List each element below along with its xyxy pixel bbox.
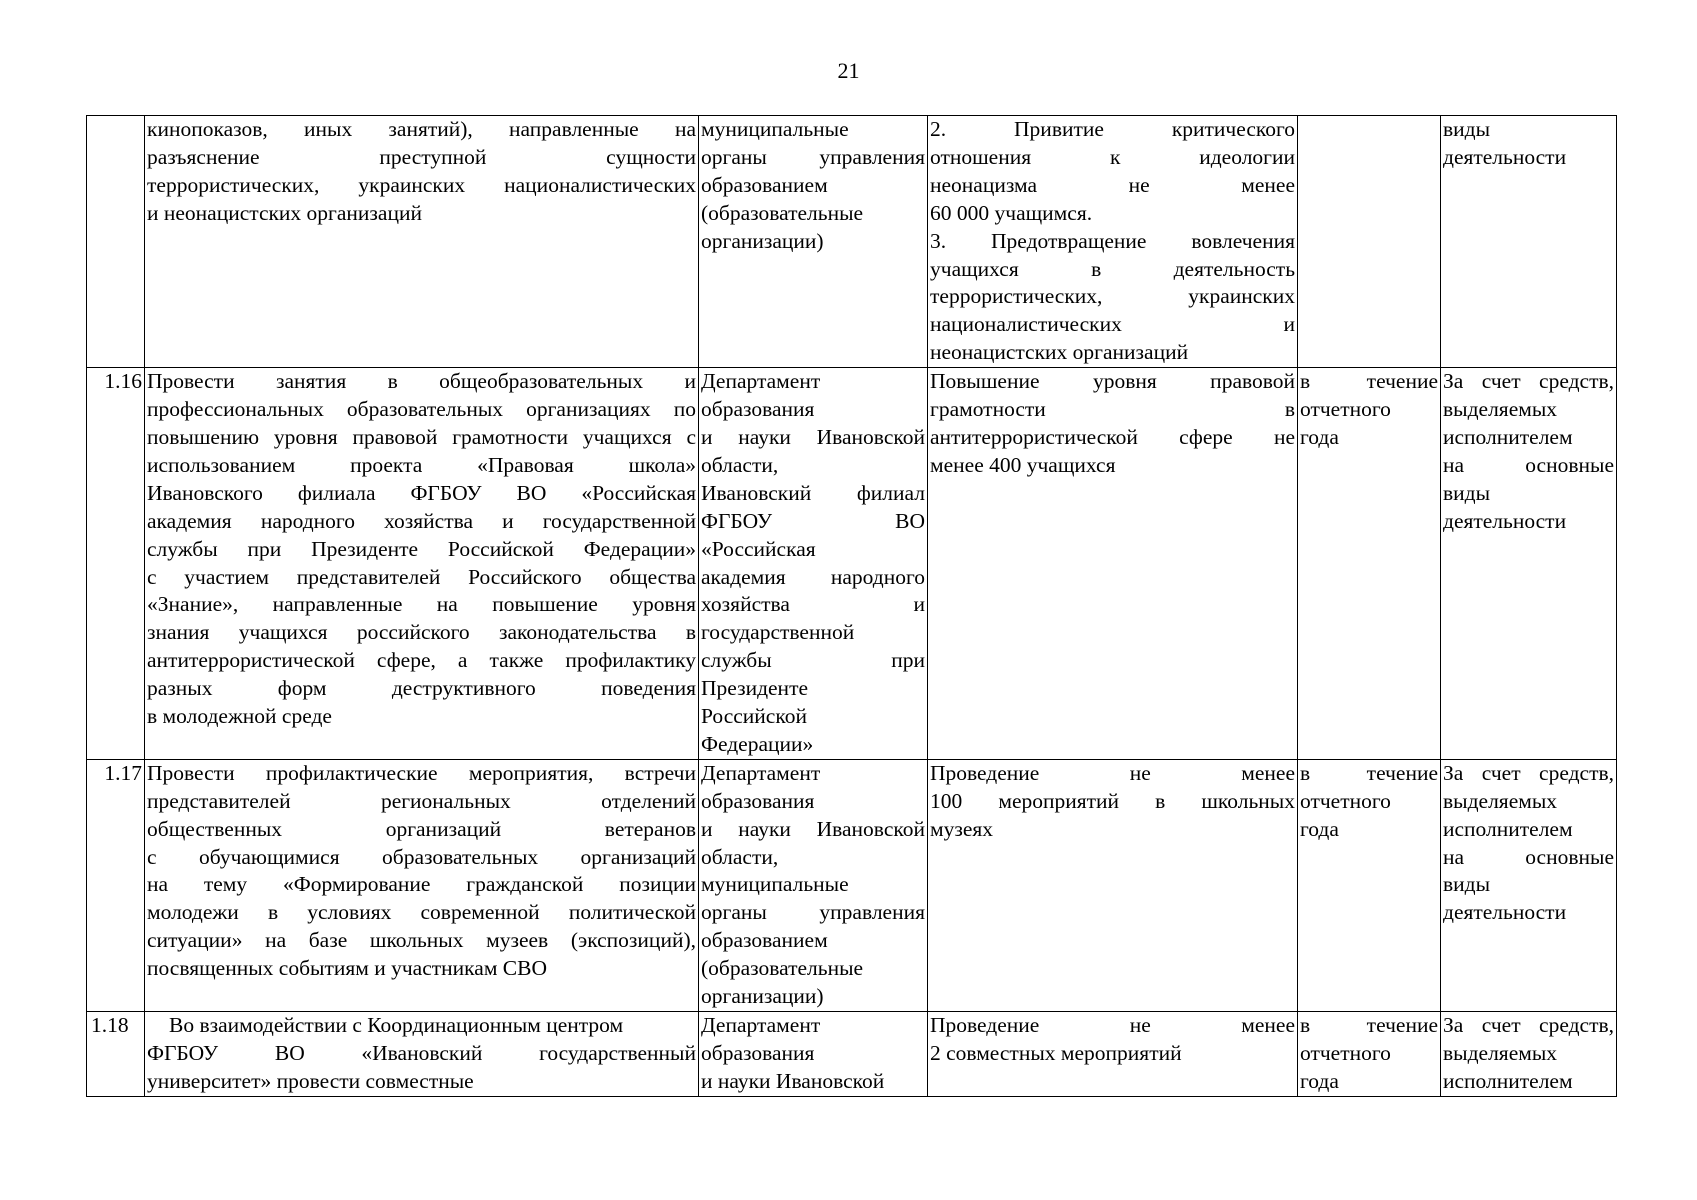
activity-cell xyxy=(145,116,699,368)
funding-cell xyxy=(1441,759,1617,1011)
table-row xyxy=(87,368,1617,760)
cell-line: Департамент xyxy=(701,760,821,785)
table-row xyxy=(87,759,1617,1011)
cell-line: 3. Предотвращение вовлечения xyxy=(930,228,1295,253)
cell-line: террористических, украинских xyxy=(930,284,1295,309)
cell-line: (образовательные xyxy=(701,200,864,225)
cell-line: университет» провести совместные xyxy=(147,1068,474,1093)
table-row xyxy=(87,1012,1617,1097)
cell-line: образования xyxy=(701,788,815,813)
cell-line: грамотности в xyxy=(930,397,1295,422)
cell-line: Проведение не менее xyxy=(930,1013,1295,1037)
cell-line: Провести профилактические мероприятия, встречи xyxy=(147,760,696,785)
cell-line: образования xyxy=(701,397,815,422)
activity-cell xyxy=(145,759,699,1011)
cell-line: Ивановского филиала ФГБОУ ВО «Российская xyxy=(147,480,696,505)
cell-line: области, xyxy=(701,844,779,869)
cell-line: знания учащихся российского законодательства в xyxy=(147,620,696,645)
cell-line: Федерации» xyxy=(701,731,814,756)
cell-line: муниципальные xyxy=(701,872,849,897)
cell-line: 60 000 учащимся. xyxy=(930,200,1093,225)
result-cell xyxy=(928,116,1298,368)
term-cell xyxy=(1298,368,1441,760)
executor-cell xyxy=(699,759,928,1011)
row-number: 1.18 xyxy=(87,1012,145,1097)
cell-line: государственной xyxy=(701,620,855,645)
cell-line: разъяснение преступной сущности xyxy=(147,144,696,169)
cell-line: Ивановский филиал xyxy=(701,480,925,505)
term-cell xyxy=(1298,1012,1441,1097)
cell-line: Повышение уровня правовой xyxy=(930,369,1295,394)
executor-cell xyxy=(699,368,928,760)
cell-line: Российской xyxy=(701,704,807,729)
activity-cell xyxy=(145,368,699,760)
cell-line: Проведение не менее xyxy=(930,760,1295,785)
cell-line: выделяемых xyxy=(1443,788,1558,813)
term-cell xyxy=(1298,759,1441,1011)
cell-line: неонацистских организаций xyxy=(930,340,1189,365)
cell-line: менее 400 учащихся xyxy=(930,452,1116,477)
cell-line: исполнителем xyxy=(1443,816,1573,841)
cell-line: в молодежной среде xyxy=(147,704,332,729)
cell-line: на основные xyxy=(1443,844,1614,869)
cell-line: службы при Президенте Российской Федерации» xyxy=(147,536,696,561)
cell-line: службы при xyxy=(701,648,925,673)
result-cell xyxy=(928,759,1298,1011)
cell-line: виды xyxy=(1443,117,1491,141)
cell-line: (образовательные xyxy=(701,956,864,981)
cell-line: образованием xyxy=(701,928,828,953)
cell-line: организации) xyxy=(701,228,824,253)
cell-line: и неонацистских организаций xyxy=(147,200,422,225)
cell-line: года xyxy=(1300,816,1339,841)
cell-line: академия народного хозяйства и государственной xyxy=(147,508,696,533)
row-number: 1.16 xyxy=(87,368,145,760)
executor-cell xyxy=(699,1012,928,1097)
cell-line: музеях xyxy=(930,816,994,841)
cell-line: За счет средств, xyxy=(1443,760,1614,785)
cell-line: муниципальные xyxy=(701,117,849,141)
cell-line: образованием xyxy=(701,172,828,197)
cell-line: и науки Ивановской xyxy=(701,1068,885,1093)
funding-cell xyxy=(1441,1012,1617,1097)
cell-line: академия народного xyxy=(701,564,925,589)
cell-line: отчетного xyxy=(1300,1040,1391,1065)
cell-line: отношения к идеологии xyxy=(930,144,1295,169)
term-cell xyxy=(1298,116,1441,368)
cell-line: 100 мероприятий в школьных xyxy=(930,788,1295,813)
page-number: 21 xyxy=(837,58,860,83)
cell-line: в течение xyxy=(1300,760,1438,785)
activity-cell xyxy=(145,1012,699,1097)
row-number: 1.17 xyxy=(87,759,145,1011)
cell-line: Во взаимодействии с Координационным центром xyxy=(169,1013,624,1037)
cell-line: «Знание», направленные на повышение уровня xyxy=(147,592,696,617)
cell-line: года xyxy=(1300,424,1339,449)
cell-line: антитеррористической сфере, а также профилактику xyxy=(147,648,696,673)
cell-line: учащихся в деятельность xyxy=(930,256,1295,281)
cell-line: образования xyxy=(701,1040,815,1065)
cell-line: 2. Привитие критического xyxy=(930,117,1295,141)
cell-line: ФГБОУ ВО xyxy=(701,508,925,533)
cell-line: представителей региональных отделений xyxy=(147,788,696,813)
cell-line: года xyxy=(1300,1068,1339,1093)
cell-line: на тему «Формирование гражданской позиции xyxy=(147,872,696,897)
cell-line: деятельности xyxy=(1443,508,1567,533)
funding-cell xyxy=(1441,116,1617,368)
cell-line: За счет средств, xyxy=(1443,1013,1614,1037)
cell-line: деятельности xyxy=(1443,144,1567,169)
cell-line: 2 совместных мероприятий xyxy=(930,1040,1182,1065)
cell-line: националистических и xyxy=(930,312,1295,337)
cell-line: неонацизма не менее xyxy=(930,172,1295,197)
cell-line: выделяемых xyxy=(1443,397,1558,422)
cell-line: Провести занятия в общеобразовательных и xyxy=(147,369,696,394)
cell-line: «Российская xyxy=(701,536,816,561)
plan-table xyxy=(86,115,1617,1097)
cell-line: профессиональных образовательных организациях по xyxy=(147,397,696,422)
table-row xyxy=(87,116,1617,368)
cell-line: виды xyxy=(1443,872,1491,897)
cell-line: разных форм деструктивного поведения xyxy=(147,676,696,701)
cell-line: на основные xyxy=(1443,452,1614,477)
cell-line: использованием проекта «Правовая школа» xyxy=(147,452,696,477)
cell-line: деятельности xyxy=(1443,900,1567,925)
cell-line: области, xyxy=(701,452,779,477)
funding-cell xyxy=(1441,368,1617,760)
cell-line: и науки Ивановской xyxy=(701,424,925,449)
cell-line: хозяйства и xyxy=(701,592,925,617)
cell-line: За счет средств, xyxy=(1443,369,1614,394)
cell-line: Президенте xyxy=(701,676,809,701)
cell-line: ситуации» на базе школьных музеев (экспозиций), xyxy=(147,928,696,953)
cell-line: террористических, украинских националистических xyxy=(147,172,696,197)
cell-line: молодежи в условиях современной политической xyxy=(147,900,696,925)
cell-line: отчетного xyxy=(1300,397,1391,422)
executor-cell xyxy=(699,116,928,368)
cell-line: Департамент xyxy=(701,369,821,394)
result-cell xyxy=(928,1012,1298,1097)
cell-line: выделяемых xyxy=(1443,1040,1558,1065)
cell-line: организации) xyxy=(701,984,824,1009)
cell-line: общественных организаций ветеранов xyxy=(147,816,696,841)
cell-line: отчетного xyxy=(1300,788,1391,813)
cell-line: органы управления xyxy=(701,144,925,169)
cell-line: ФГБОУ ВО «Ивановский государственный xyxy=(147,1040,696,1065)
cell-line: органы управления xyxy=(701,900,925,925)
cell-line: исполнителем xyxy=(1443,424,1573,449)
cell-line: Департамент xyxy=(701,1013,821,1037)
cell-line: с участием представителей Российского общества xyxy=(147,564,696,589)
row-number xyxy=(87,116,145,368)
result-cell xyxy=(928,368,1298,760)
cell-line: кинопоказов, иных занятий), направленные на xyxy=(147,117,696,141)
cell-line: в течение xyxy=(1300,369,1438,394)
cell-line: виды xyxy=(1443,480,1491,505)
cell-line: в течение xyxy=(1300,1013,1438,1037)
cell-line: исполнителем xyxy=(1443,1068,1573,1093)
cell-line: и науки Ивановской xyxy=(701,816,925,841)
cell-line: антитеррористической сфере не xyxy=(930,424,1295,449)
cell-line: посвященных событиям и участникам СВО xyxy=(147,956,548,981)
cell-line: повышению уровня правовой грамотности учащихся с xyxy=(147,424,696,449)
cell-line: с обучающимися образовательных организаций xyxy=(147,844,696,869)
